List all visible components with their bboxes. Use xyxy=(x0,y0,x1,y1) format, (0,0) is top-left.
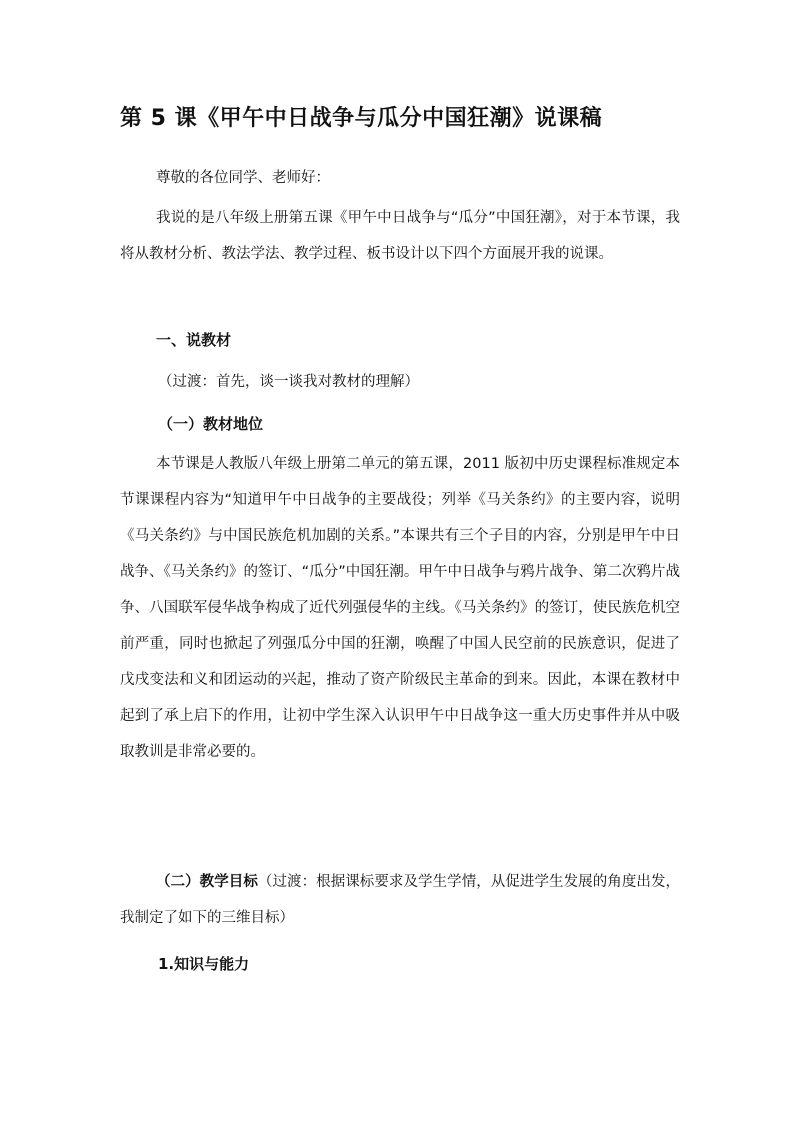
greeting-paragraph: 尊敬的各位同学、老师好： xyxy=(156,170,330,186)
objectives-transition: （过渡：根据课标要求及学生学情，从促进学生发展的角度出发，我制定了如下的三维目标） xyxy=(120,874,681,926)
subsection-heading-objectives: （二）教学目标 xyxy=(156,874,258,890)
section-heading-teaching-material: 一、说教材 xyxy=(156,331,232,349)
position-paragraph: 本节课是人教版八年级上册第二单元的第五课，2011 版初中历史课程标准规定本节课课程内容为“知道甲午中日战争的主要战役；列举《马关条约》的主要内容，说明《马关条约》与中国民族危机加剧的关系。”本课共有三个子目的内容，分别是甲午中日战争、《马关条约》的签订、“瓜分”中国狂潮。甲午中日战争与鸦片战争、第二次鸦片战争、八国联军侵华战争构成了近代列强侵华的主线。《马关条约》的签订，使民族危机空前严重，同时也掀起了列强瓜分中国的狂潮，唤醒了中国人民空前的民族意识，促进了戊戌变法和义和团运动的兴起，推动了资产阶级民主革命的到来。因此，本课在教材中起到了承上启下的作用，让初中学生深入认识甲午中日战争这一重大历史事件并从中吸取教训是非常必要的。 xyxy=(120,456,680,760)
document-title: 第 5 课《甲午中日战争与瓜分中国狂潮》说课稿 xyxy=(120,106,603,131)
knowledge-ability-heading: 1.知识与能力 xyxy=(158,955,250,973)
objectives-paragraph xyxy=(120,864,680,936)
subsection-heading-position: （一）教材地位 xyxy=(158,415,264,433)
intro-paragraph: 我说的是八年级上册第五课《甲午中日战争与“瓜分”中国狂潮》，对于本节课，我将从教材分析、教法学法、教学过程、板书设计以下四个方面展开我的说课。 xyxy=(120,210,680,262)
section-transition: （过渡：首先，谈一谈我对教材的理解） xyxy=(158,374,419,390)
